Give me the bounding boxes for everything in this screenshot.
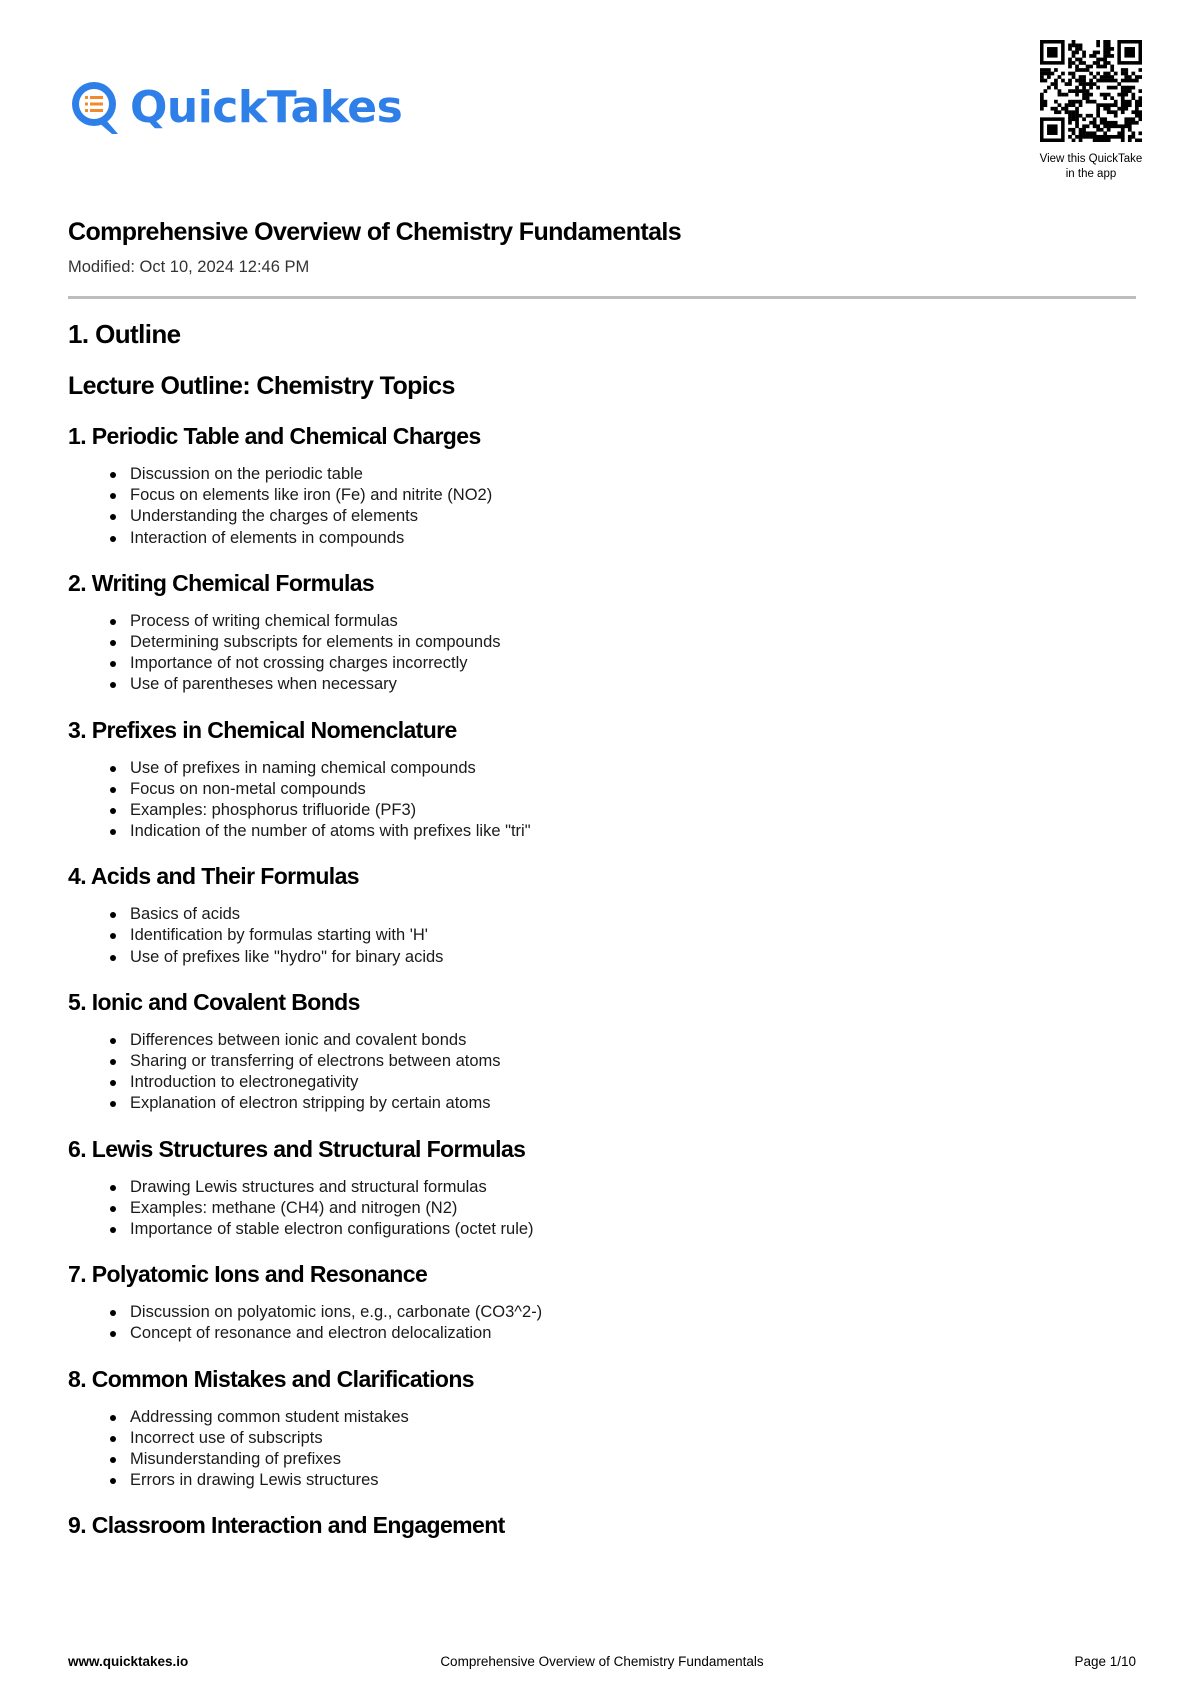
outline-section-heading: 3. Prefixes in Chemical Nomenclature: [68, 716, 457, 743]
bullet-list: [68, 758, 1136, 843]
outline-section-heading: 8. Common Mistakes and Clarifications: [68, 1365, 474, 1392]
bullet-list: [68, 611, 1136, 696]
list-item: Examples: phosphorus trifluoride (PF3): [130, 800, 1136, 821]
footer-document-title: Comprehensive Overview of Chemistry Fundamentals: [440, 1654, 764, 1669]
outline-section: [68, 567, 1136, 696]
outline-section-heading: 4. Acids and Their Formulas: [68, 863, 359, 890]
list-item: Discussion on the periodic table: [130, 464, 1136, 485]
list-item: Use of prefixes in naming chemical compounds: [130, 758, 1136, 779]
bullet-list: [68, 1302, 1136, 1344]
footer-url-link[interactable]: www.quicktakes.io: [68, 1654, 189, 1669]
brand-name: QuickTakes: [130, 82, 403, 133]
outline-section-heading: 5. Ionic and Covalent Bonds: [68, 988, 360, 1015]
outline-section-heading: 2. Writing Chemical Formulas: [68, 569, 375, 596]
list-item: Discussion on polyatomic ions, e.g., carbonate (CO3^2-): [130, 1302, 1136, 1323]
list-item: Indication of the number of atoms with prefixes like "tri": [130, 821, 1136, 842]
brand-logo[interactable]: [68, 78, 402, 138]
list-item: Importance of stable electron configurations (octet rule): [130, 1219, 1136, 1240]
section-heading-outline: 1. Outline: [68, 319, 181, 349]
list-item: Drawing Lewis structures and structural formulas: [130, 1177, 1136, 1198]
list-item: Use of parentheses when necessary: [130, 674, 1136, 695]
qr-caption: [1010, 152, 1172, 182]
list-item: Importance of not crossing charges incorrectly: [130, 653, 1136, 674]
page-header: [0, 0, 1200, 200]
bullet-list: [68, 464, 1136, 549]
outline-section-heading: 6. Lewis Structures and Structural Formulas: [68, 1135, 526, 1162]
bullet-list: [68, 1407, 1136, 1492]
list-item: Determining subscripts for elements in compounds: [130, 632, 1136, 653]
outline-section-heading: 9. Classroom Interaction and Engagement: [68, 1512, 505, 1539]
document-title: Comprehensive Overview of Chemistry Fundamentals: [68, 218, 682, 246]
outline-section: [68, 714, 1136, 843]
list-item: Explanation of electron stripping by certain atoms: [130, 1093, 1136, 1114]
bullet-list: [68, 904, 1136, 968]
lecture-outline-heading: Lecture Outline: Chemistry Topics: [68, 372, 455, 400]
document-body: [68, 316, 1136, 1559]
header-divider: [68, 296, 1136, 299]
qr-caption-line-1: View this QuickTake: [1039, 153, 1143, 165]
list-item: Differences between ionic and covalent bonds: [130, 1030, 1136, 1051]
outline-section: [68, 860, 1136, 968]
list-item: Introduction to electronegativity: [130, 1072, 1136, 1093]
list-item: Focus on elements like iron (Fe) and nitrite (NO2): [130, 485, 1136, 506]
list-item: Focus on non-metal compounds: [130, 779, 1136, 800]
bullet-list: [68, 1030, 1136, 1115]
outline-section-heading: 1. Periodic Table and Chemical Charges: [68, 423, 481, 449]
outline-section: [68, 1509, 1136, 1541]
list-item: Process of writing chemical formulas: [130, 611, 1136, 632]
outline-section: [68, 986, 1136, 1115]
list-item: Understanding the charges of elements: [130, 506, 1136, 527]
magnifier-list-icon: [68, 78, 124, 138]
outline-section: [68, 420, 1136, 549]
modified-date: Modified: Oct 10, 2024 12:46 PM: [68, 258, 310, 276]
list-item: Interaction of elements in compounds: [130, 528, 1136, 549]
list-item: Incorrect use of subscripts: [130, 1428, 1136, 1449]
outline-section: [68, 1363, 1136, 1492]
list-item: Examples: methane (CH4) and nitrogen (N2): [130, 1198, 1136, 1219]
list-item: Use of prefixes like "hydro" for binary acids: [130, 947, 1136, 968]
list-item: Sharing or transferring of electrons between atoms: [130, 1051, 1136, 1072]
outline-sections: [68, 420, 1136, 1541]
list-item: Misunderstanding of prefixes: [130, 1449, 1136, 1470]
outline-section-heading: 7. Polyatomic Ions and Resonance: [68, 1261, 428, 1288]
list-item: Basics of acids: [130, 904, 1136, 925]
list-item: Errors in drawing Lewis structures: [130, 1470, 1136, 1491]
bullet-list: [68, 1177, 1136, 1241]
list-item: Concept of resonance and electron delocalization: [130, 1323, 1136, 1344]
page-footer: [68, 1654, 1136, 1674]
outline-section: [68, 1258, 1136, 1344]
qr-caption-line-2: in the app: [1065, 168, 1117, 180]
footer-page-number: Page 1/10: [1074, 1654, 1136, 1669]
list-item: Identification by formulas starting with 'H': [130, 925, 1136, 946]
qr-code-icon[interactable]: [1040, 40, 1142, 142]
outline-section: [68, 1133, 1136, 1241]
list-item: Addressing common student mistakes: [130, 1407, 1136, 1428]
